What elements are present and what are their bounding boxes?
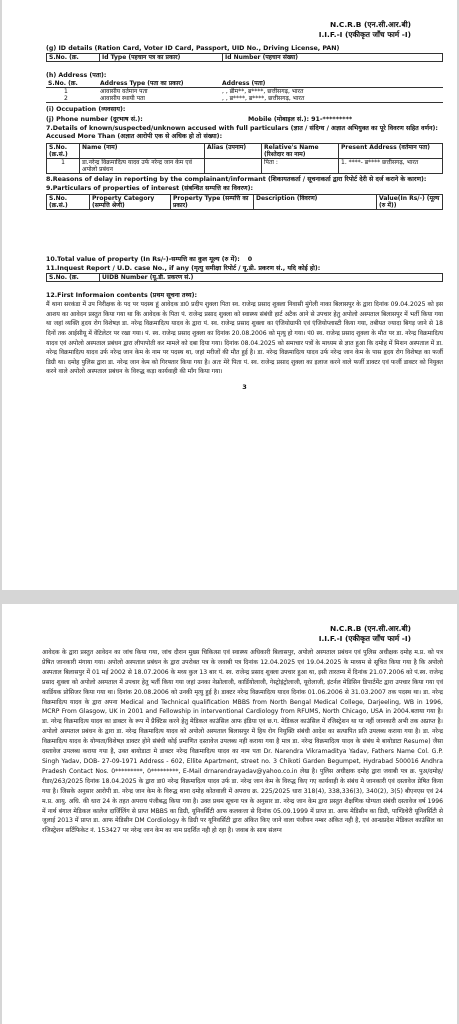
total-value: 0 (247, 255, 253, 263)
table-row: 1 डा.नरेन्द्र विक्रमादित्य यादव उर्फ नरेन्द्र जान केम एवं अपोलो प्रबंधन पिता : 1. ****- ब्र**** छत्तीसगढ़, भारत (47, 159, 443, 174)
document-page-1 (2, 0, 457, 590)
inquest-heading: 11.Inquest Report / U.D. case No., if any (मृत्यु समीक्षा रिपोर्ट / यू.डी. प्रकरण सं., यदि कोई हो): (46, 264, 321, 272)
page-number: 3 (242, 382, 247, 391)
id-col-type: Id Type (पहचान पत्र का प्रकार) (100, 54, 223, 62)
addr-col-type: Address Type (पता का प्रकार) (98, 80, 220, 88)
phone-row (46, 116, 443, 124)
total-value-label: 10.Total value of property (In Rs/-)-सम्पत्ति का कुल मूल्य (रु में): (46, 255, 240, 263)
iif-title: I.I.F.-I (एकीकृत जाँच फार्म -I) (318, 634, 411, 643)
accused-heading: 7.Details of known/suspected/unknown accused with full particulars (ज्ञात / संदिग्ध / अज्ञात अभियुक्त का पूरे विवरण सहित वर्णन): (46, 124, 438, 132)
accused-more-than: Accused More Than (अज्ञात आरोपी एक से अधिक हो तो संख्या): (46, 133, 223, 141)
properties-heading: 9.Particulars of properties of interest (संबन्धित सम्पत्ति का विवरण): (46, 185, 253, 193)
fir-continuation-body: आवेदक के द्वारा प्रस्तुत आवेदन का जांच किया गया, जांच दौरान मुख्य चिकित्सा एवं स्वास्थ्य अधिकारी बिलासपुर, अपोलो अस्पताल प्रबंधन एवं पुलिस अधीक्षक दमोह म.प्र. को पत्र प्रेषित जानकारी मंगाया गया। अपोलो अस्पताल प्रबंधन के द्वारा उपरोक्त पत्र के जवाबी पत्र दिनांक 12.04.2025 एवं 19.04.2025 के माध्यम से सूचित किया गया है कि अपोलो अस्पताल बिलासपुर में 01 मई 2002 से 18.07.2006 के मध्य कुल 13 बार पं. स्व. राजेन्द्र प्रसाद शुक्ला उपचार हुआ था, इसी तारतम्य में दिनांक 21.07.2006 को पं.स्व. राजेन्द्र प्रसाद शुक्ला को अपोलो अस्पताल में उपचार हेतु भर्ती किया गया जहां उनका नेफ्रोलाजी, कार्डियोलाजी, गेस्ट्रोइंट्रोलाजी, यूरोलाजी, इंटर्नल मेडिसिन डिपार्टमेंट द्वारा उपचार किया गया एवं कार्डियक प्रोसिजर किया गया था। दिनांक 20.08.2006 को उनकी मृत्यु हुई है। डाक्टर नरेन्द्र विक्रमादित्य यादव दिनांक 01.06.2006 से 31.03.2007 तक पदस्थ था। डा. नरेन्द्र विक्रमादित्य यादव के द्वारा अपना Medical and Technical qualification MBBS from North Bengal Medical College, Darjeeling, WB in 1996, MCRP From Glasgow, UK in 2001 and Fellowship in interventional Cardiology from RFUMS, North Chicago, USA in 2004.बताया गया है। डा. नरेन्द्र विक्रमादित्य यादव का डाक्टर के रूप में प्रैक्टिस करने हेतु मेडिकल काउंसिल आफ इंडिया एवं छ.ग. मेडिकल काउंसिल में रजिस्ट्रेशन था या नहीं जानकारी अभी तक अप्राप्त है। अपोलो अस्पताल प्रबंधन के द्वारा डा. नरेन्द्र विक्रमादित्य यादव को अपोलो अस्पताल बिलासपुर में हिय रोग नियुक्ति संबंधी आदेश का सत्यापित प्रति उपलब्ध कराया गया है। डा. नरेन्द्र विक्रमादित्य यादव के योग्यता/विशेषज्ञ डाक्टर होने संबंधी कोई प्रमाणित दस्तावेज उपलब्ध नही कराया गया है मात्र डा. नरेन्द्र विक्रमादित्य यादव के संबंध मे बायोडाटा Resume) जैसा दस्तावेज उपलब्ध कराया गया है, उक्त बायोडाटा मे डाक्टर नरेन्द्र विक्रमादित्य यादव का नाम पता Dr. Narendra Vikramaditya Yadav, Fathers Name Col. G.P. Singh Yadav, DOB- 27-09-1971 Address - 602, Ellite Apartment, street no. 3 Chikoti Garden Begumpet, Hydrabad 500016 Andhra Pradesh Contact Nos. 0*********, 0*********, E-Mail drnarendrayadav@yahoo.co.in लेख है। पुलिस अधीक्षक दमोह द्वारा जवाबी पत्र क्र. पुअ/दमोह/रीडर/263/2025 दिनांक 18.04.2025 के द्वारा डा0 नरेन्द्र विक्रमादित्य यादव उर्फ डा. नरेन्द्र जान केम के विरुद्ध किए गए कार्यवाही के संबंध मे जानकारी एवं दस्तावेज प्रेषित किया गया है। जिसके अनुसार आरोपी डा. नरेन्द्र जान केम के विरुद्ध थाना दमोह कोतवाली में अपराध क्र. 225/2025 धारा 318(4), 338,336(3), 340(2), 3(5) बीएनएस एवं 24 म.प्र. आयु. अधि. की धारा 24 के तहत अपराध पंजीबद्ध किया गया है। उक्त प्रथम सूचना पत्र के अनुसार डा. नरेन्द्र जान केम द्वारा प्रस्तुत शैक्षणिक योग्यता संबंधी दस्तावेज वर्ष 1996 में नार्थ बंगाल मेडिकल कालेज दार्जिलिंग से प्राप्त MBBS का डिग्री, यूनिवर्सिटी आफ कलकत्ता से दिनांक 05.09.1999 में प्राप्त डा. आफ मेडिसीन का डिग्री, पाण्डिचेरी यूनिवर्सिटी से जुलाई 2013 में प्राप्त डा. आफ मेडिसीन DM Cordiology के डिग्री पर यूनिवर्सिटी द्वारा अंकित किए जाने वाला पंजीयन नम्बर अंकित नही है, एवं आन्ध्रप्रदेश मेडिकल काउंसिल का रजिस्ट्रेशन सर्टिफिकेट नं. 153427 पर नरेन्द्र जान केम का नाम प्रदर्शित नही हो रहा है। जवाब के साथ संलग्न (42, 649, 443, 835)
total-value-row (46, 256, 443, 264)
ncrb-title: N.C.R.B (एन.सी.आर.बी) (329, 624, 411, 633)
occupation-label: (i) Occupation (व्यवसाय): (46, 106, 126, 114)
phone-label: (j) Phone number (दूरभाष सं.): (46, 115, 143, 123)
document-page-2 (2, 604, 457, 1024)
addr-col-sno: S.No. (क्र. (46, 80, 98, 88)
mobile-value: Mobile (मोबाइल सं.): 91-********* (248, 115, 353, 123)
table-row: 1 आवासीय वर्तमान पता , , ब्रीम**, ब्र****, छत्तीसगढ़, भारत (64, 88, 304, 96)
id-col-number: Id Number (पहचान संख्या) (223, 54, 443, 62)
inquest-table: S.No. (क्र. UIDB Number (यू.डी. प्रकरण सं.) (46, 273, 443, 282)
id-details-table (46, 53, 443, 62)
accused-table: S.No. (क्र.सं.) Name (नाम) Alias (उपनाम) Relative's Name (रिश्तेदार का नाम) Present Address (वर्तमान पता) 1 डा.नरेन्द्र विक्रमादित्य यादव उर्फ नरेन्द्र जान केम एवं अपोलो प्रबंधन पिता : 1. ****- ब्र**** छत्तीसगढ़, भारत (46, 143, 443, 174)
address-heading: (h) Address (पता): (46, 72, 107, 80)
ncrb-title: N.C.R.B (एन.सी.आर.बी) (329, 20, 411, 29)
id-details-heading: (g) ID details (Ration Card, Voter ID Card, Passport, UID No., Driving License, PAN) (46, 45, 340, 52)
table-row: 2 आवासीय स्थायी पता , , ब्र****, ब्र****, छत्तीसगढ़, भारत (46, 95, 443, 103)
id-col-sno: S.No. (क्र. (47, 54, 100, 62)
addr-col-address: Address (पता) (220, 80, 443, 88)
fir-contents-body: मैं थाना सरकंडा में उप निरीक्षक के पद पर पदस्थ हूं आवेदक डा0 प्रदीप शुक्ला पिता स्व. राजेन्द्र प्रसाद शुक्ला निवासी मुंगेली नाका बिलासपुर के द्वारा दिनांक 09.04.2025 को इस आशय का आवेदन प्रस्तुत किया गया था कि आवेदक के पिता पं. राजेन्द्र प्रसाद शुक्ला को स्वास्थ्य संबंधी हार्ट अटैक आने से उपचार हेतु अपोलो अस्पताल बिलासपुर में भर्ती किया गया था जहां व्यक्ति हृदय रोग विशेषज्ञ डा. नरेन्द्र विक्रमादित्य यादव के द्वारा पं. स्व. राजेन्द्र प्रसाद शुक्ला का एंजियोग्राफी एवं एंजियोप्लास्टी किया गया, तबीयत ज्यादा बिगड़ जाने से 18 दिनों तक आईसीयू में वेंटिलेटर पर रखा गया। पं. स्व. राजेन्द्र प्रसाद शुक्ला का दिनांक 20.08.2006 को मृत्यु हो गया। पं0 स्व. राजेन्द्र प्रसाद शुक्ला के मौत पर डा. नरेन्द्र विक्रमादित्य यादव एवं अपोलो अस्पताल प्रबंधन द्वारा लीपापोती कर मामले को दबा दिया गया। दिनांक 08.04.2025 को समाचार पत्रों के माध्यम से ज्ञात हुआ कि दमोह में मिशन अस्पताल में डा. नरेन्द्र विक्रमादित्य यादव उर्फ नरेन्द्र जान केम के नाम पर पदस्थ था, जहां मरीजों की मौत हुई है। डा. नरेन्द्र विक्रमादित्य यादव उर्फ नरेन्द्र जान केम के पास हृदय रोग विशेषज्ञ का फर्जी डिग्री था। दमोह पुलिस द्वारा डा. नरेन्द्र जान केम को गिरफ्तार किया गया है। अतः मेरे पिता पं. स्व. राजेन्द्र प्रसाद शुक्ला का इलाज करने वाले फर्जी डाक्टर एवं फर्जी डाक्टर को नियुक्त करने वाले अपोलो अस्पताल प्रबंधन के विरुद्ध कड़ा कार्यवाही की माँग किया गया। (46, 301, 443, 376)
iif-title: I.I.F.-I (एकीकृत जाँच फार्म -I) (318, 30, 411, 39)
fir-contents-heading: 12.First Informaion contents (प्रथम सूचना तथ्य): (46, 292, 197, 300)
properties-table: S.No. (क्र.सं.) Property Category (सम्पत्ति श्रेणी) Property Type (सम्पत्ति का प्रकार) Description (विवरण) Value(In Rs/-) (मूल्य (रु में)) (46, 194, 443, 210)
delay-reason-heading: 8.Reasons of delay in reporting by the complainant/informant (शिकायतकर्ता / सूचनाकर्ता द्वारा रिपोर्ट देरी से दर्ज कराने के कारण): (46, 176, 427, 184)
form-header (42, 624, 411, 644)
form-header (46, 20, 411, 40)
address-table (46, 80, 443, 103)
